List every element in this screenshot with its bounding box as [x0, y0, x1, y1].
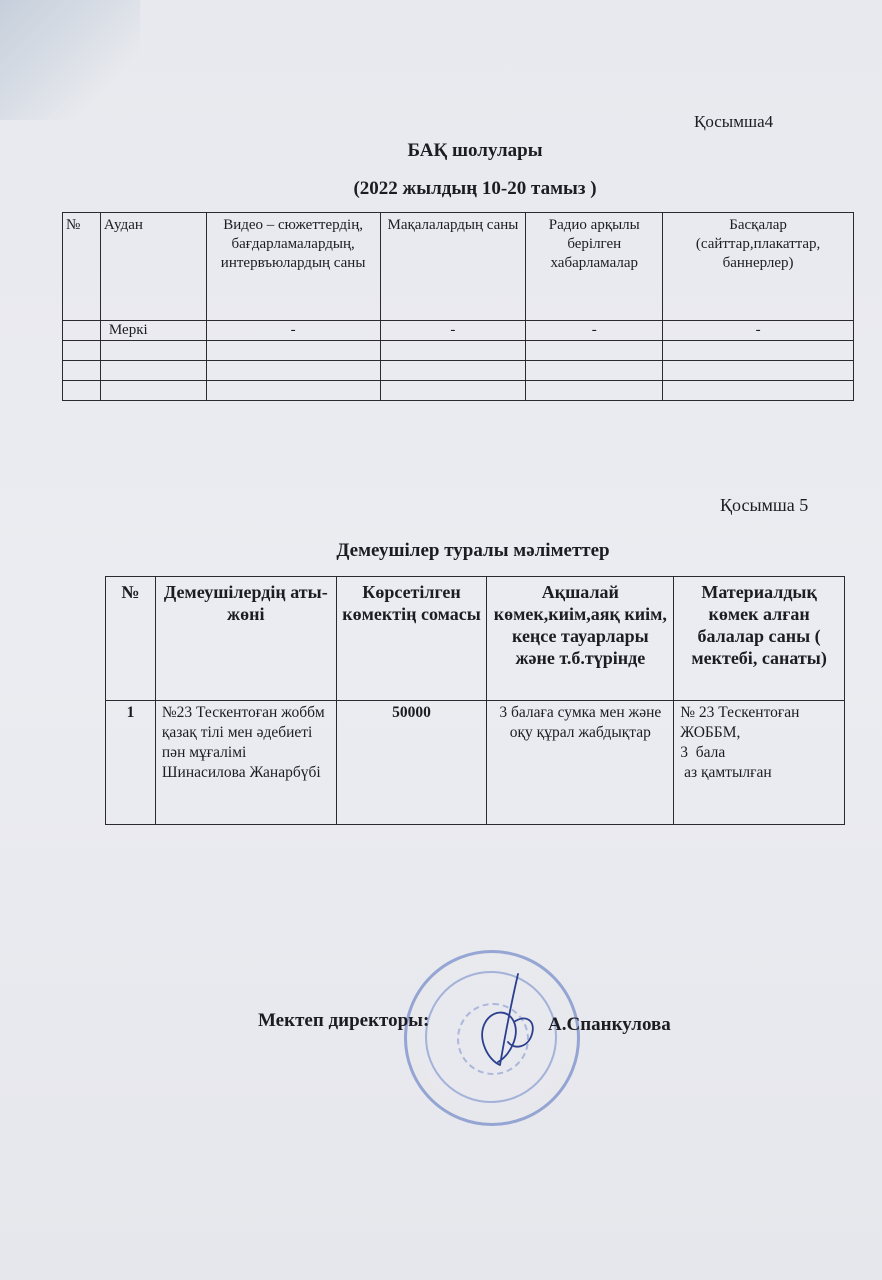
children-category-line: аз қамтылған	[680, 764, 772, 781]
sponsors-table	[105, 576, 845, 825]
media-table-header-row	[63, 213, 854, 321]
video-cell: -	[206, 321, 380, 341]
col-number-header: №	[63, 213, 101, 321]
col-other-header: Басқалар (сайттар,плакаттар, баннерлер)	[663, 213, 854, 321]
col-articles-header: Мақалалардың саны	[380, 213, 526, 321]
director-signature	[470, 970, 550, 1090]
appendix-4-label: Қосымша4	[694, 112, 774, 131]
col-radio-header: Радио арқылы берілген хабарламалар	[526, 213, 663, 321]
sponsors-table-header-row	[106, 577, 845, 701]
col-video-header: Видео – сюжеттердің, бағдарламалардың, интервъюлардың саны	[206, 213, 380, 321]
children-cell	[674, 701, 845, 825]
media-review-period: (2022 жылдың 10-20 тамыз )	[353, 178, 597, 199]
sponsor-name-cell: №23 Тескентоған жоббм қазақ тілі мен әдебиеті пән мұғалімі Шинасилова Жанарбүбі	[155, 701, 336, 825]
col-district-header: Аудан	[100, 213, 206, 321]
table-row	[106, 701, 845, 825]
table-row	[63, 341, 854, 361]
background-shadow	[0, 0, 140, 120]
table-row	[63, 361, 854, 381]
media-review-table	[62, 212, 854, 401]
amount-cell: 50000	[336, 701, 487, 825]
col-aid-kind-header: Ақшалай көмек,киім,аяқ киім, кеңсе тауарлары және т.б.түрінде	[487, 577, 674, 701]
district-cell: Меркі	[100, 321, 206, 341]
other-cell: -	[663, 321, 854, 341]
director-label: Мектеп директоры:	[258, 1010, 430, 1031]
sponsors-title: Демеушілер туралы мәліметтер	[336, 540, 610, 561]
table-cell	[63, 321, 101, 341]
col-sponsor-name-header: Демеушілердің аты-жөні	[155, 577, 336, 701]
col-amount-header: Көрсетілген көмектің сомасы	[336, 577, 487, 701]
col-children-header: Материалдық көмек алған балалар саны ( мектебі, санаты)	[674, 577, 845, 701]
media-review-title: БАҚ шолулары	[407, 140, 543, 161]
radio-cell: -	[526, 321, 663, 341]
director-name: А.Спанкулова	[548, 1014, 671, 1035]
articles-cell: -	[380, 321, 526, 341]
appendix-5-label: Қосымша 5	[720, 495, 809, 515]
col-number-header: №	[106, 577, 156, 701]
table-row	[63, 321, 854, 341]
aid-kind-cell: 3 балаға сумка мен және оқу құрал жабдықтар	[487, 701, 674, 825]
children-school-line: № 23 Тескентоған ЖОББМ,	[680, 704, 800, 741]
children-count-line: 3 бала	[680, 744, 726, 761]
row-number-cell: 1	[106, 701, 156, 825]
table-row	[63, 381, 854, 401]
